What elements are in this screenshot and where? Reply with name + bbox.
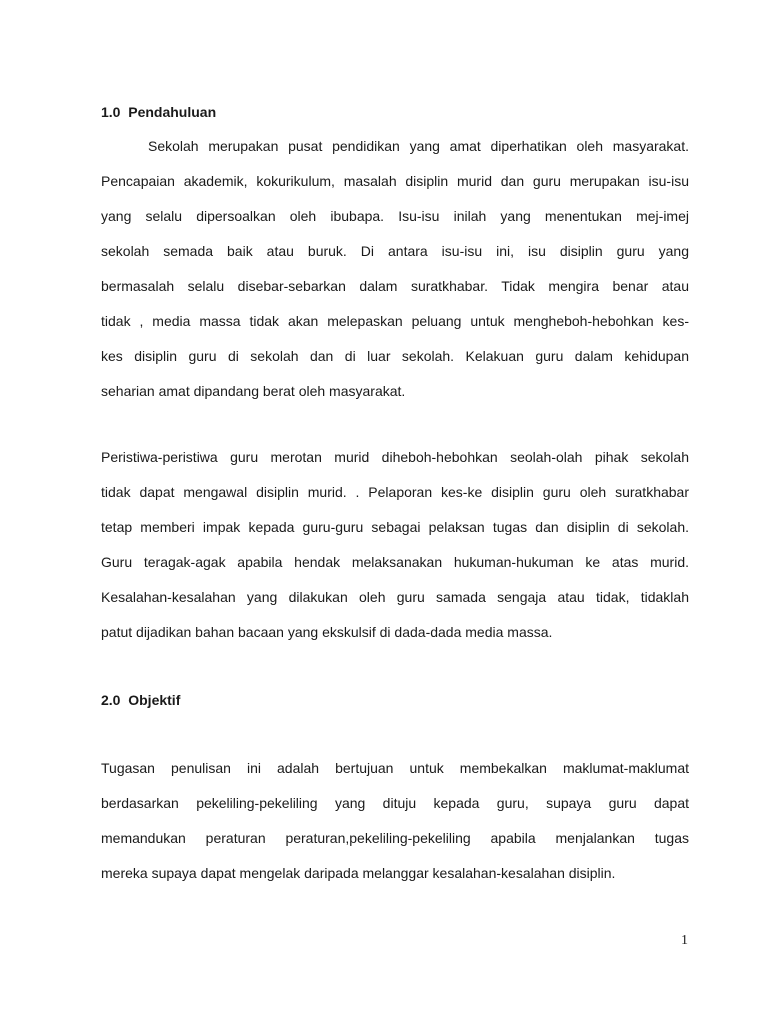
text-line: Kesalahan-kesalahan yang dilakukan oleh guru samada sengaja atau tidak, tidaklah <box>101 589 689 605</box>
section-heading-objektif: 2.0 Objektif <box>101 692 181 708</box>
text-line: memandukan peraturan peraturan,pekeliling-pekeliling apabila menjalankan tugas <box>101 830 689 846</box>
text-line: Tugasan penulisan ini adalah bertujuan untuk membekalkan maklumat-maklumat <box>101 760 689 776</box>
text-line: kes disiplin guru di sekolah dan di luar sekolah. Kelakuan guru dalam kehidupan <box>101 348 689 364</box>
text-line: Guru teragak-agak apabila hendak melaksanakan hukuman-hukuman ke atas murid. <box>101 554 689 570</box>
text-line: berdasarkan pekeliling-pekeliling yang dituju kepada guru, supaya guru dapat <box>101 795 689 811</box>
text-line: seharian amat dipandang berat oleh masyarakat. <box>101 383 406 399</box>
text-line: Peristiwa-peristiwa guru merotan murid diheboh-hebohkan seolah-olah pihak sekolah <box>101 449 689 465</box>
text-line: yang selalu dipersoalkan oleh ibubapa. Isu-isu inilah yang menentukan mej-imej <box>101 208 689 224</box>
text-line: Sekolah merupakan pusat pendidikan yang amat diperhatikan oleh masyarakat. <box>148 138 689 154</box>
section-heading-pendahuluan: 1.0 Pendahuluan <box>101 104 217 120</box>
text-line: tidak , media massa tidak akan melepaskan peluang untuk mengheboh-hebohkan kes- <box>101 313 689 329</box>
text-line: mereka supaya dapat mengelak daripada melanggar kesalahan-kesalahan disiplin. <box>101 865 616 881</box>
paragraph-pendahuluan-1 <box>101 136 689 416</box>
text-line: sekolah semada baik atau buruk. Di antara isu-isu ini, isu disiplin guru yang <box>101 243 689 259</box>
text-line: Pencapaian akademik, kokurikulum, masalah disiplin murid dan guru merupakan isu-isu <box>101 173 689 189</box>
text-line: patut dijadikan bahan bacaan yang ekskulsif di dada-dada media massa. <box>101 624 553 640</box>
text-line: tidak dapat mengawal disiplin murid. . Pelaporan kes-ke disiplin guru oleh suratkhabar <box>101 484 689 500</box>
text-line: tetap memberi impak kepada guru-guru sebagai pelaksan tugas dan disiplin di sekolah. <box>101 519 689 535</box>
paragraph-objektif-1 <box>101 758 689 898</box>
page-number: 1 <box>681 933 688 948</box>
text-line: bermasalah selalu disebar-sebarkan dalam suratkhabar. Tidak mengira benar atau <box>101 278 689 294</box>
paragraph-pendahuluan-2 <box>101 447 689 657</box>
